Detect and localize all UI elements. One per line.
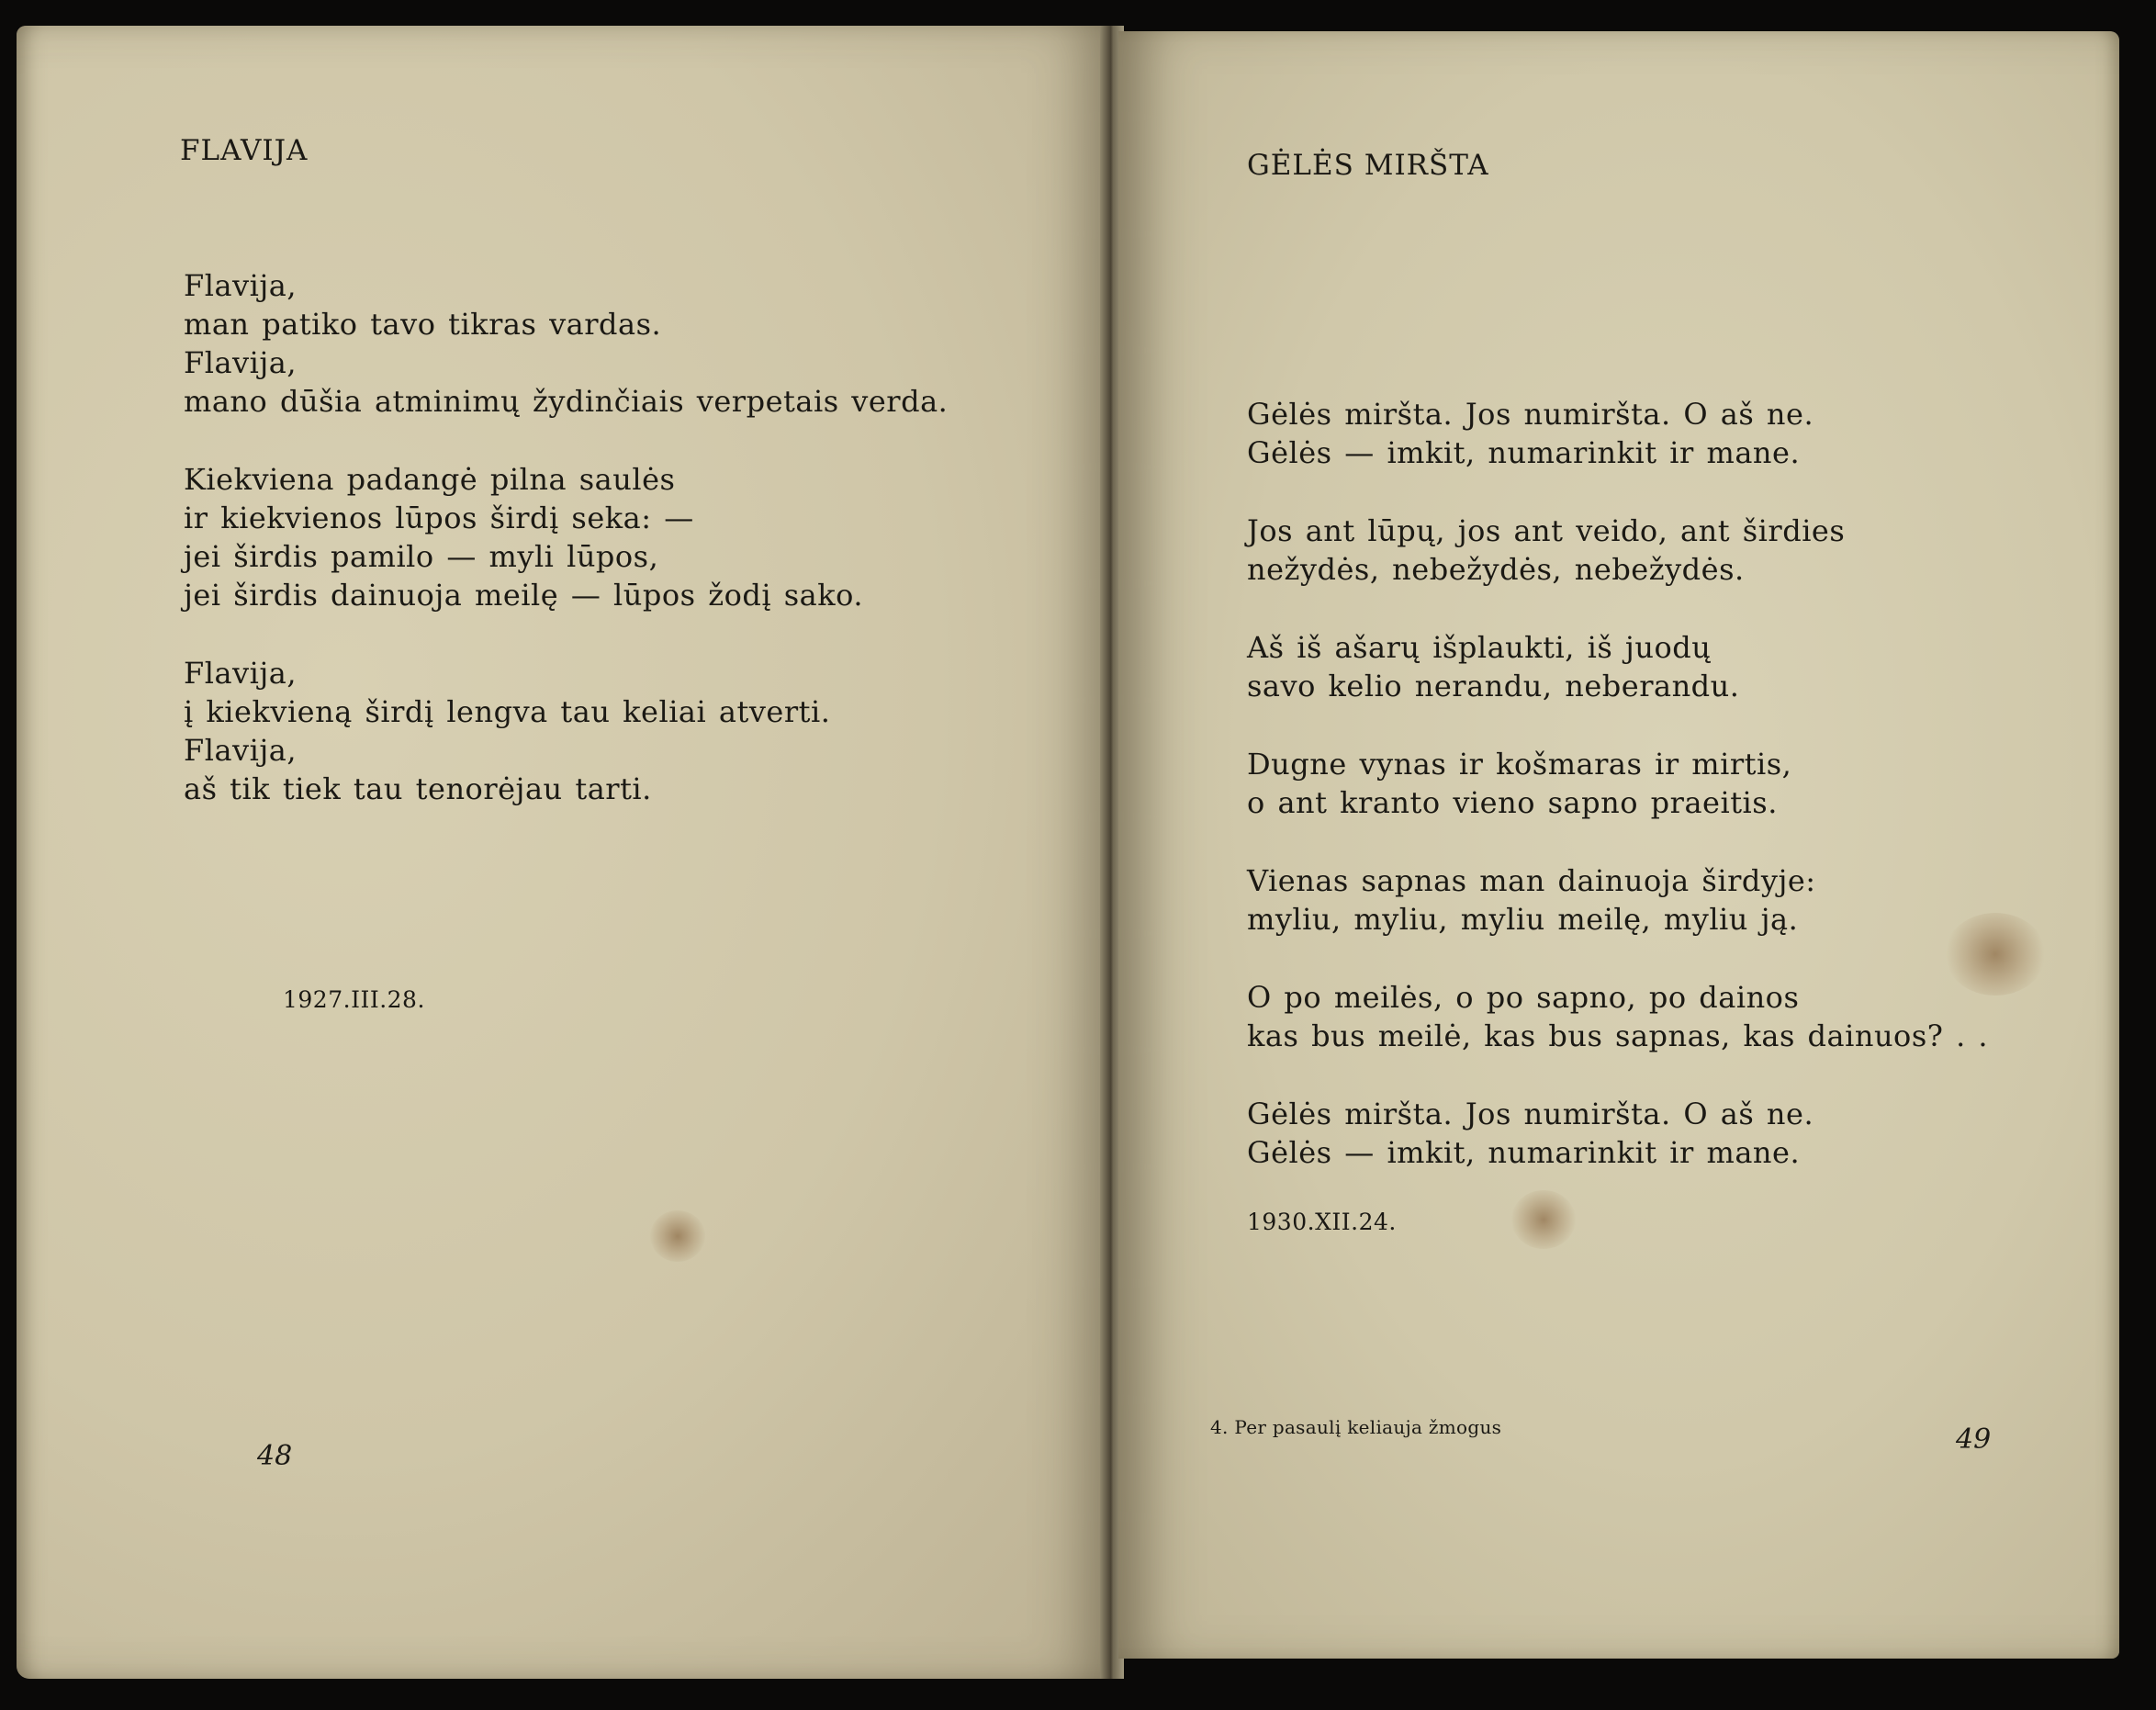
- open-book: [17, 26, 2119, 1679]
- poem-line: Flavija,: [184, 656, 297, 691]
- poem-line: myliu, myliu, myliu meilę, myliu ją.: [1247, 902, 1799, 937]
- poem-line: O po meilės, o po sapno, po dainos: [1247, 980, 1800, 1015]
- poem-title: FLAVIJA: [180, 134, 309, 167]
- poem-date: 1930.XII.24.: [1247, 1209, 1397, 1235]
- stanza: [1247, 395, 1988, 472]
- poem-title: GĖLĖS MIRŠTA: [1247, 149, 1489, 182]
- right-page: [1118, 31, 2119, 1659]
- stanza: [184, 266, 948, 421]
- poem-line: Dugne vynas ir košmaras ir mirtis,: [1247, 747, 1792, 782]
- poem-date: 1927.III.28.: [283, 986, 425, 1013]
- poem-line: Gėlės miršta. Jos numiršta. O aš ne.: [1247, 397, 1814, 432]
- poem-line: aš tik tiek tau tenorėjau tarti.: [184, 771, 652, 806]
- poem-line: Flavija,: [184, 268, 297, 303]
- stanza: [184, 654, 948, 808]
- poem-line: ir kiekvienos lūpos širdį seka: —: [184, 501, 694, 535]
- poem-line: Flavija,: [184, 733, 297, 768]
- stanza: [1247, 745, 1988, 822]
- stanza: [1247, 1095, 1988, 1172]
- poem-line: Gėlės — imkit, numarinkit ir mane.: [1247, 435, 1801, 470]
- poem-body: [1247, 395, 1988, 1211]
- poem-line: nežydės, nebežydės, nebežydės.: [1247, 552, 1745, 587]
- poem-line: Jos ant lūpų, jos ant veido, ant širdies: [1247, 513, 1846, 548]
- poem-line: jei širdis pamilo — myli lūpos,: [184, 539, 659, 574]
- left-page: [17, 26, 1106, 1679]
- poem-line: Aš iš ašarų išplaukti, iš juodų: [1247, 630, 1712, 665]
- page-number: 48: [257, 1440, 293, 1472]
- poem-line: Vienas sapnas man dainuoja širdyje:: [1247, 863, 1816, 898]
- paper-stain: [1511, 1190, 1576, 1249]
- stanza: [1247, 512, 1988, 589]
- stanza: [1247, 978, 1988, 1055]
- poem-line: mano dūšia atminimų žydinčiais verpetais verda.: [184, 384, 949, 419]
- paper-stain: [650, 1210, 705, 1262]
- paper-stain: [1945, 913, 2046, 996]
- page-number: 49: [1956, 1423, 1992, 1456]
- poem-line: jei širdis dainuoja meilę — lūpos žodį sako.: [184, 578, 863, 613]
- poem-line: Gėlės — imkit, numarinkit ir mane.: [1247, 1135, 1801, 1170]
- poem-line: Gėlės miršta. Jos numiršta. O aš ne.: [1247, 1097, 1814, 1131]
- poem-line: o ant kranto vieno sapno praeitis.: [1247, 785, 1778, 820]
- stanza: [1247, 861, 1988, 939]
- poem-line: kas bus meilė, kas bus sapnas, kas dainuos? . .: [1247, 1018, 1989, 1053]
- poem-line: Flavija,: [184, 345, 297, 380]
- poem-line: Kiekviena padangė pilna saulės: [184, 462, 676, 497]
- poem-line: man patiko tavo tikras vardas.: [184, 307, 662, 342]
- stanza: [1247, 628, 1988, 705]
- signature-mark: 4. Per pasaulį keliauja žmogus: [1210, 1416, 1502, 1438]
- poem-line: į kiekvieną širdį lengva tau keliai atverti.: [184, 694, 831, 729]
- stanza: [184, 460, 948, 614]
- poem-line: savo kelio nerandu, neberandu.: [1247, 669, 1740, 703]
- poem-body: [184, 266, 948, 848]
